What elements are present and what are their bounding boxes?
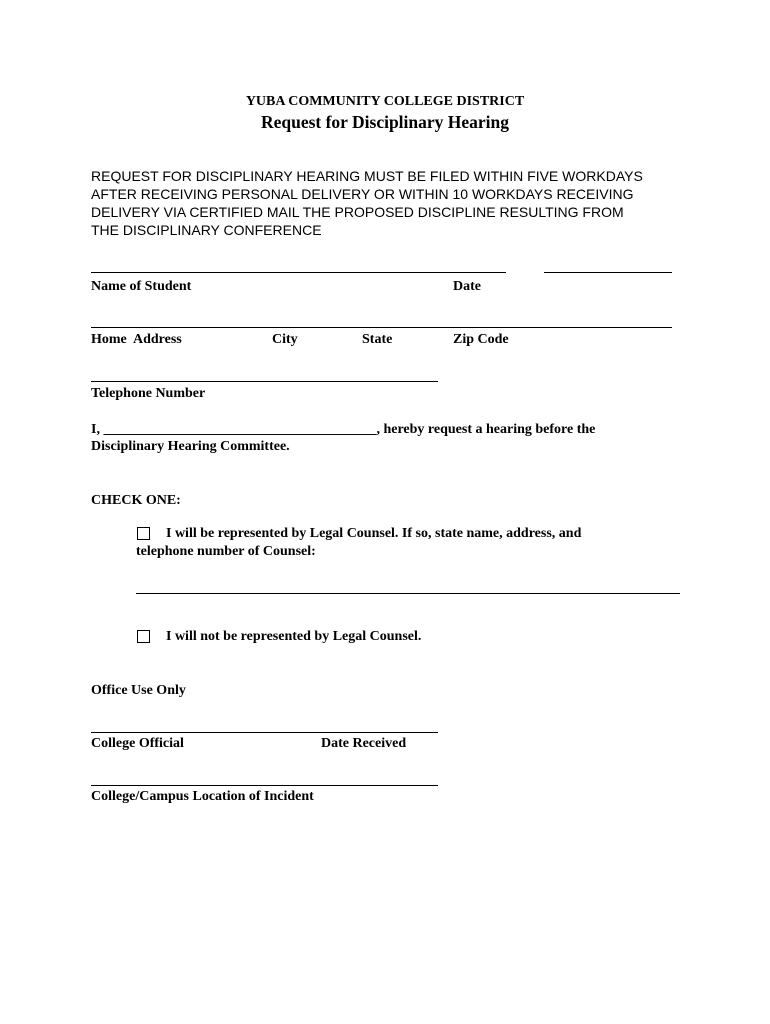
no-legal-counsel-checkbox[interactable] <box>137 630 150 643</box>
incident-location-line[interactable] <box>91 785 438 786</box>
student-name-label: Name of Student <box>91 279 192 294</box>
telephone-line[interactable] <box>91 381 438 382</box>
legal-counsel-checkbox[interactable] <box>137 527 150 540</box>
zip-code-label: Zip Code <box>453 332 509 347</box>
requester-name-blank[interactable]: _______________________________________ <box>103 422 377 437</box>
notice-line-2: AFTER RECEIVING PERSONAL DELIVERY OR WITHIN 10 WORKDAYS RECEIVING <box>91 186 634 202</box>
filing-notice <box>91 167 691 239</box>
no-legal-counsel-option: I will not be represented by Legal Counsel. <box>166 629 422 644</box>
legal-counsel-option-line-1: I will be represented by Legal Counsel. If so, state name, address, and <box>166 526 582 541</box>
request-statement-line-1 <box>91 422 595 438</box>
city-label: City <box>272 332 298 347</box>
check-one-heading: CHECK ONE: <box>91 493 181 508</box>
student-name-line[interactable] <box>91 272 506 273</box>
form-title: Request for Disciplinary Hearing <box>260 112 510 132</box>
legal-counsel-option-line-2: telephone number of Counsel: <box>136 544 316 559</box>
date-received-label: Date Received <box>321 736 407 751</box>
college-official-line[interactable] <box>91 732 438 733</box>
college-official-label: College Official <box>91 736 184 751</box>
district-name: YUBA COMMUNITY COLLEGE DISTRICT <box>245 94 525 109</box>
notice-line-1: REQUEST FOR DISCIPLINARY HEARING MUST BE FILED WITHIN FIVE WORKDAYS <box>91 168 643 184</box>
incident-location-label: College/Campus Location of Incident <box>91 789 314 804</box>
date-label: Date <box>453 279 481 294</box>
telephone-label: Telephone Number <box>91 386 206 401</box>
request-prefix: I, <box>91 422 104 437</box>
request-suffix: , hereby request a hearing before the <box>376 422 596 437</box>
date-line[interactable] <box>544 272 672 273</box>
request-statement-line-2: Disciplinary Hearing Committee. <box>91 439 290 454</box>
office-use-heading: Office Use Only <box>91 683 186 698</box>
home-address-line[interactable] <box>91 327 672 328</box>
counsel-info-line[interactable] <box>136 593 680 594</box>
notice-line-3: DELIVERY VIA CERTIFIED MAIL THE PROPOSED DISCIPLINE RESULTING FROM <box>91 204 624 220</box>
notice-line-4: THE DISCIPLINARY CONFERENCE <box>91 222 322 238</box>
home-address-label: Home Address <box>91 332 182 347</box>
state-label: State <box>362 332 393 347</box>
